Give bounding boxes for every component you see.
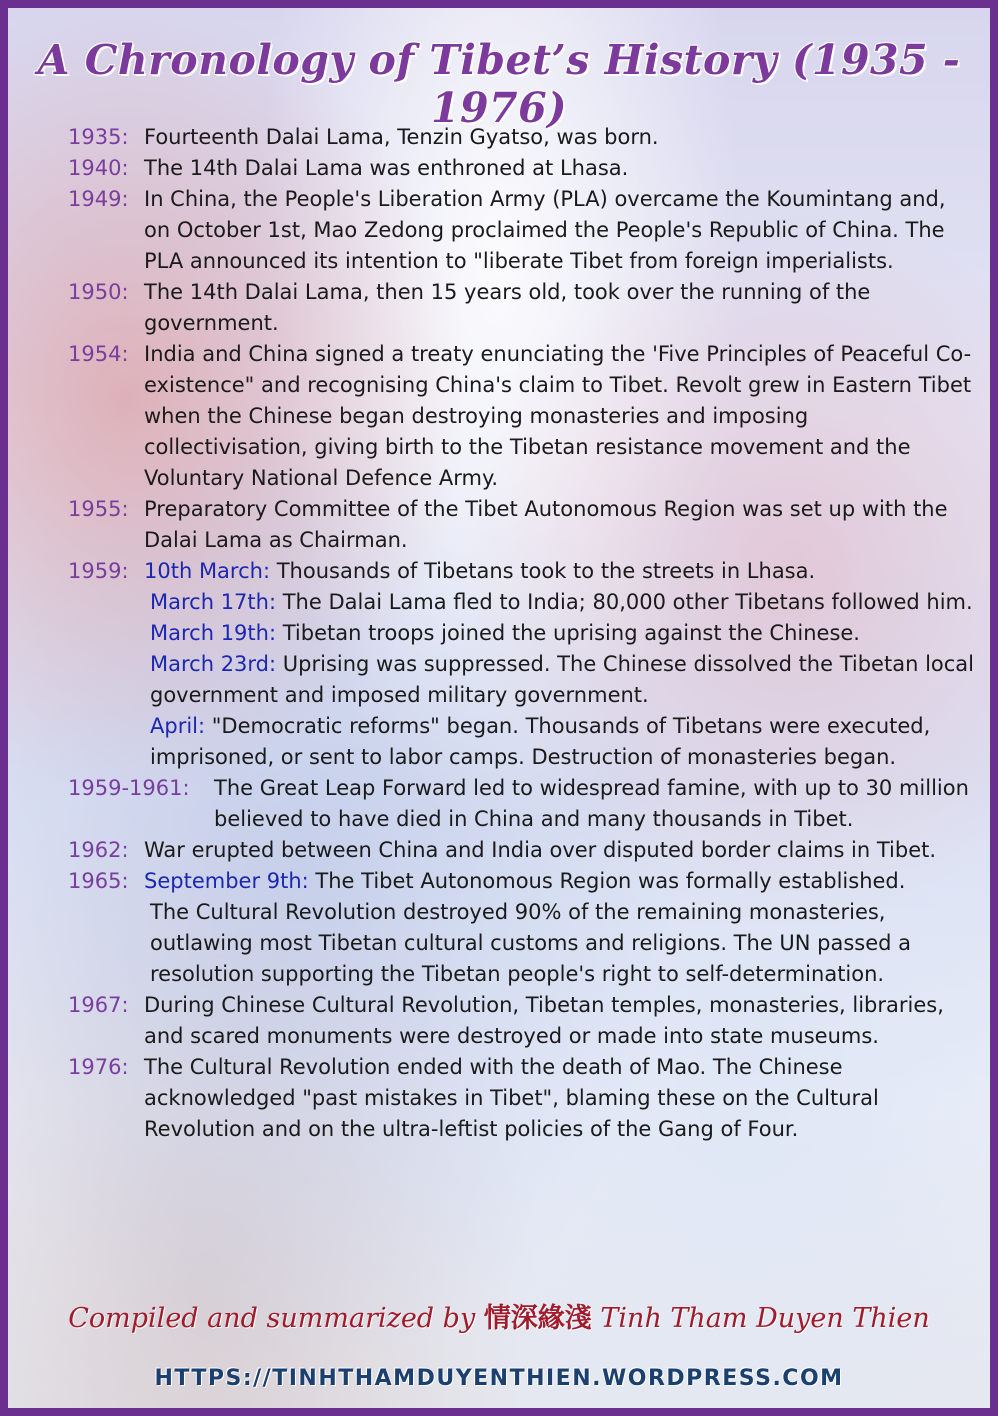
entry-text: Preparatory Committee of the Tibet Autonomous Region was set up with the Dalai Lama as Chairman. — [144, 497, 948, 552]
sub-entry — [144, 897, 978, 990]
timeline-entry-1962 — [68, 835, 978, 866]
sub-entry-date: 10th March: — [144, 559, 271, 583]
entry-year: 1955: — [68, 497, 129, 521]
entry-text: The 14th Dalai Lama was enthroned at Lhasa. — [144, 156, 629, 180]
entry-text: In China, the People's Liberation Army (PLA) overcame the Koumintang and, on October 1st, Mao Zedong proclaimed the People's Republic of China. The PLA announced its intention to "liberate Tibet from foreign imperialists. — [144, 187, 946, 273]
sub-entry-text: The Cultural Revolution destroyed 90% of the remaining monasteries, outlawing most Tibetan cultural customs and religions. The UN passed a resolution supporting the Tibetan people's right to self-determination. — [150, 900, 912, 986]
sub-entry — [144, 618, 978, 649]
entry-text: The Cultural Revolution ended with the death of Mao. The Chinese acknowledged "past mistakes in Tibet", blaming these on the Cultural Revolution and on the ultra-leftist policies of the Gang of Four. — [144, 1055, 879, 1141]
sub-entry — [144, 556, 978, 587]
sub-entry-date: March 23rd: — [150, 652, 277, 676]
timeline-entry-1965 — [68, 866, 978, 990]
credit-cjk-name: 情深緣淺 — [483, 1303, 592, 1334]
entry-text: Fourteenth Dalai Lama, Tenzin Gyatso, was born. — [144, 125, 659, 149]
timeline-entry-1959 — [68, 556, 978, 773]
timeline-entry-1959-1961 — [68, 773, 978, 835]
entry-year: 1962: — [68, 838, 129, 862]
entry-year: 1959: — [68, 559, 129, 583]
credit-prefix: Compiled and summarized by — [68, 1303, 476, 1334]
entry-subitems — [68, 556, 978, 773]
sub-entry — [144, 866, 978, 897]
sub-entry — [144, 587, 978, 618]
credit-name: Tinh Tham Duyen Thien — [600, 1303, 930, 1334]
timeline-entry-1967 — [68, 990, 978, 1052]
entry-subitems — [68, 866, 978, 990]
entry-year: 1965: — [68, 869, 129, 893]
entry-year: 1940: — [68, 156, 129, 180]
entry-year: 1950: — [68, 280, 129, 304]
sub-entry — [144, 649, 978, 711]
entry-year: 1935: — [68, 125, 129, 149]
sub-entry-text: Thousands of Tibetans took to the streets in Lhasa. — [276, 559, 816, 583]
sub-entry-text: The Dalai Lama fled to India; 80,000 other Tibetans followed him. — [282, 590, 973, 614]
timeline-entry-1954 — [68, 339, 978, 494]
sub-entry-date: September 9th: — [144, 869, 309, 893]
sub-entry-text: "Democratic reforms" began. Thousands of Tibetans were executed, imprisoned, or sent to labor camps. Destruction of monasteries began. — [150, 714, 931, 769]
timeline-entry-1976 — [68, 1052, 978, 1145]
entry-year: 1959-1961: — [68, 776, 190, 800]
timeline-entry-1955 — [68, 494, 978, 556]
timeline-entry-1949 — [68, 184, 978, 277]
page-title: A Chronology of Tibet’s History (1935 - 1976) — [37, 36, 961, 132]
sub-entry-date: March 17th: — [150, 590, 277, 614]
entry-year: 1954: — [68, 342, 129, 366]
entry-text: The Great Leap Forward led to widespread famine, with up to 30 million believed to have died in China and many thousands in Tibet. — [214, 776, 969, 831]
entry-text: During Chinese Cultural Revolution, Tibetan temples, monasteries, libraries, and scared monuments were destroyed or made into state museums. — [144, 993, 944, 1048]
entry-text: War erupted between China and India over disputed border claims in Tibet. — [144, 838, 937, 862]
sub-entry — [144, 711, 978, 773]
sub-entry-date: April: — [150, 714, 206, 738]
sub-entry-text: Uprising was suppressed. The Chinese dissolved the Tibetan local government and imposed military government. — [150, 652, 974, 707]
timeline-entry-1935 — [68, 122, 978, 153]
sub-entry-text: The Tibet Autonomous Region was formally established. — [315, 869, 906, 893]
timeline-entry-1950 — [68, 277, 978, 339]
sub-entry-date: March 19th: — [150, 621, 277, 645]
timeline-entry-1940 — [68, 153, 978, 184]
entry-year: 1967: — [68, 993, 129, 1017]
website-url: HTTPS://TINHTHAMDUYENTHIEN.WORDPRESS.COM — [154, 1366, 844, 1391]
entry-year: 1976: — [68, 1055, 129, 1079]
chronology-timeline — [68, 122, 978, 1145]
entry-text: The 14th Dalai Lama, then 15 years old, took over the running of the government. — [144, 280, 871, 335]
entry-year: 1949: — [68, 187, 129, 211]
compiler-credit — [8, 1296, 990, 1335]
sub-entry-text: Tibetan troops joined the uprising against the Chinese. — [282, 621, 860, 645]
entry-text: India and China signed a treaty enunciating the 'Five Principles of Peaceful Co-existence" and recognising China's claim to Tibet. Revolt grew in Eastern Tibet when the Chinese began destroying monasteries and imposing collectivisation, giving birth to the Tibetan resistance movement and the Voluntary National Defence Army. — [144, 342, 972, 490]
